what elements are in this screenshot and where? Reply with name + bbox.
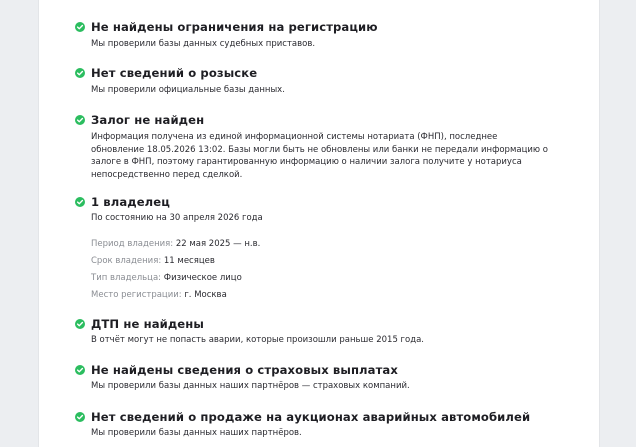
check-circle-icon [75,115,85,125]
item-title: ДТП не найдены [91,317,204,331]
item-description: Мы проверили базы данных судебных приставов. [91,39,316,49]
description-line: залоге в ФНП, поэтому гарантированную информацию о наличии залога получите у нотариуса [91,157,522,168]
description-line: непосредственно перед сделкой. [91,169,243,180]
item-description: Мы проверили базы данных наших партнёров. [91,428,302,438]
detail-label: Тип владельца: [91,273,162,283]
check-circle-icon [75,319,85,329]
item-title: 1 владелец [91,195,170,209]
detail-label: Место регистрации: [91,290,182,300]
report-card [38,0,600,447]
item-title: Нет сведений о продаже на аукционах аварийных автомобилей [91,410,531,424]
item-description: По состоянию на 30 апреля 2026 года [91,213,263,223]
detail-value: 22 мая 2025 — н.в. [175,239,261,249]
detail-value: Физическое лицо [163,273,242,283]
detail-label: Период владения: [91,239,174,249]
item-title: Не найдены ограничения на регистрацию [91,20,378,34]
check-circle-icon [75,197,85,207]
description-line: обновление 18.05.2026 13:02. Базы могли быть не обновлены или банки не передали информацию о [91,144,548,155]
check-circle-icon [75,365,85,375]
item-title: Нет сведений о розыске [91,66,258,80]
detail-value: 11 месяцев [163,256,215,266]
ownership-duration [91,255,215,267]
description-line: Информация получена из единой информационной системы нотариата (ФНП), последнее [91,132,498,142]
ownership-period [91,238,260,250]
item-description [91,131,546,181]
registration-place [91,289,227,301]
check-circle-icon [75,22,85,32]
check-circle-icon [75,412,85,422]
item-description: Мы проверили официальные базы данных. [91,85,285,95]
item-title: Залог не найден [91,113,205,127]
item-title: Не найдены сведения о страховых выплатах [91,363,398,377]
check-circle-icon [75,68,85,78]
item-description: Мы проверили базы данных наших партнёров — страховых компаний. [91,381,410,391]
item-description: В отчёт могут не попасть аварии, которые произошли раньше 2015 года. [91,335,425,345]
detail-value: г. Москва [184,290,227,300]
detail-label: Срок владения: [91,256,162,266]
owner-type [91,272,242,284]
